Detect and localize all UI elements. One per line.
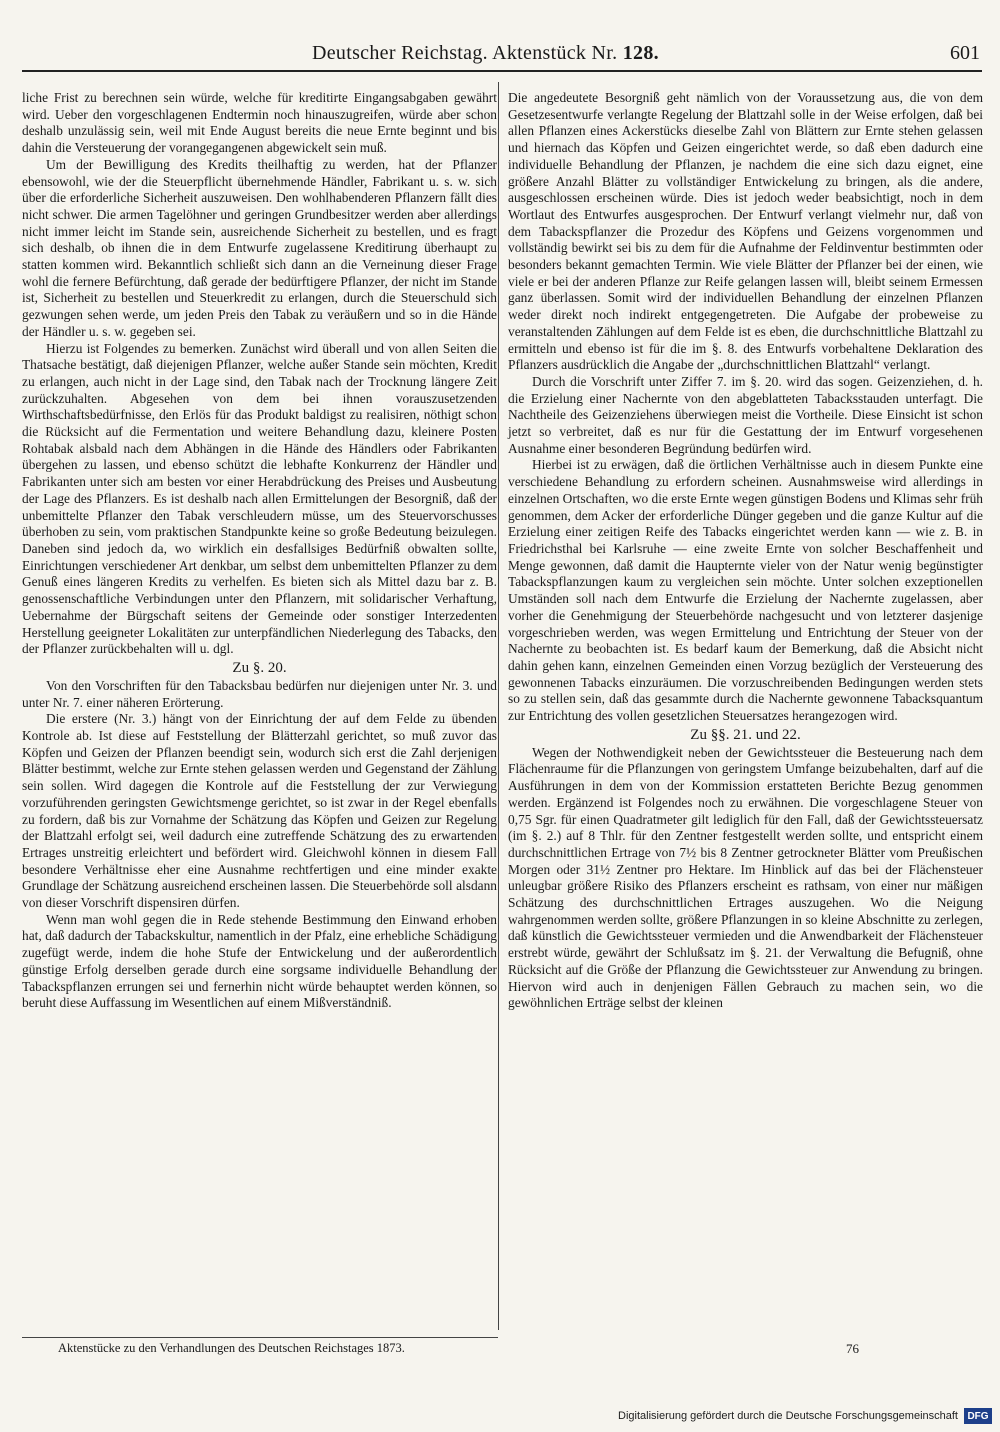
paragraph: Wenn man wohl gegen die in Rede stehende Bestimmung den Einwand erhoben hat, daß dadurch der Tabackskultur, namentlich in der Pfalz, eine erhebliche Schädigung zugefügt werde, indem die hohe Stufe der Entwickelung und der außerordentlich günstige Erfolg derselben gerade durch eine sorgsame individuelle Behandlung der Tabackspflanzen errungen sei und fernerhin nicht würde behauptet werden können, so beruht diese Auffassung im Wesentlichen auf einem Mißverständniß. [22,911,497,1011]
paragraph: Hierbei ist zu erwägen, daß die örtlichen Verhältnisse auch in diesem Punkte eine verschiedene Behandlung zu erfordern scheinen. Ausnahmsweise wird allerdings in einzelnen Ortschaften, wo die erste Ernte wegen günstigen Bodens und Klimas sehr früh genommen, dem Acker der erforderliche Dünger gegeben und die ganze Kultur auf die Erzielung einer zeitigen Reife des Tabacks eingerichtet werden kann — wie z. B. in Friedrichsthal bei Karlsruhe — eine zweite Ernte von solcher Beschaffenheit und Menge gewonnen, daß damit die Haupternte vieler von der Natur wenig begünstigter Tabackspflanzungen kaum zu vergleichen sein möchte. Unter solchen exzeptionellen Umständen soll nach dem Entwurfe die Erzielung der Nachernte zugelassen, aber vorher die Genehmigung der Steuerbehörde nachgesucht und von letzterer dasjenige vorgeschrieben werden, was wegen Ermittelung und Entrichtung der Steuer von der Nachernte zu beobachten ist. Es bedarf kaum der Bemerkung, daß die Absicht nicht dahin gehen kann, einzelnen Gemeinden einen Vorzug bezüglich der Versteuerung des gewonnenen Tabacks einzuräumen. Die vorzuschreibenden Bedingungen werden stets so zu stellen sein, daß das gesammte durch die Nachernte gewonnene Tabacksquantum zur Entrichtung des vollen gesetzlichen Steuersatzes herangezogen wird. [508,457,983,724]
column-divider [498,82,499,1330]
running-title-text: Deutscher Reichstag. Aktenstück Nr. [312,42,618,64]
paragraph: Die erstere (Nr. 3.) hängt von der Einrichtung der auf dem Felde zu übenden Kontrole ab. Ist diese auf Feststellung der Blätterzahl gerichtet, so muß zuvor das Köpfen und Geizen der Pflanzen beendigt sein, wodurch sich erst die Zahl derjenigen Blätter bestimmt, welche zur Ernte stehen gelassen werden und Gegenstand der Zählung sein sollen. Wird dagegen die Kontrole auf die Feststellung der zur Verwiegung vorzuführenden geringsten Gewichtsmenge gerichtet, so ist zwar in der Regel ebenfalls zu fordern, daß bis zur Vornahme der Schätzung das Köpfen und Geizen zur Regelung der Blattzahl erfolgt sei, weil dadurch eine zutreffende Schätzung des zu erwartenden Ertrages unstreitig erleichtert und befördert wird. Gleichwohl können in diesem Fall besondere Verhältnisse eher eine Ausnahme rechtfertigen und eine minder exakte Grundlage der Schätzung ausreichend erscheinen lassen. Die Steuerbehörde soll alsdann von dieser Vorschrift dispensiren dürfen. [22,711,497,911]
page-number: 601 [950,42,980,64]
sheet-number: 76 [846,1341,859,1356]
paragraph: liche Frist zu berechnen sein würde, welche für kreditirte Eingangsabgaben gewährt wird. Ueber den vorgeschlagenen Endtermin noch hinauszugreifen, würde aber schon deshalb unzulässig sein, weil mit Ende August bereits die neue Ernte beginnt und bis dahin die Versteuerung der vorangegangenen abgewickelt sein muß. [22,90,497,156]
running-title [312,42,659,65]
right-column [508,90,983,1012]
left-column [22,90,497,1012]
page-header [22,38,982,72]
document-number: 128. [622,42,659,64]
section-heading: Zu §. 20. [232,659,287,676]
paragraph: Wegen der Nothwendigkeit neben der Gewichtssteuer die Besteuerung nach dem Flächenraume für die Pflanzungen von geringstem Umfange beizubehalten, darf auf die Ausführungen in dem von der Kommission erstatteten Berichte Bezug genommen werden. Ergänzend ist Folgendes noch zu erwähnen. Die vorgeschlagene Steuer von 0,75 Sgr. für einen Quadratmeter gilt lediglich für den Fall, daß der Gewichtssteuersatz (im §. 2.) auf 8 Thlr. für den Zentner festgestellt werden sollte, und entspricht einem durchschnittlichen Ertrage von 7½ bis 8 Zentner getrockneter Blätter vom Preußischen Morgen oder 31½ Zentner pro Hektare. Im Hinblick auf das bei der Flächensteuer unleugbar größere Risiko des Pflanzers erscheint es rathsam, von einer nur mäßigen Schätzung des durchschnittlichen Ertrages auszugehen. Wo die Neigung wahrgenommen werden sollte, größere Pflanzungen in so kleine Abschnitte zu zerlegen, daß künstlich die Gewichtssteuer vermieden und die Anwendbarkeit der Flächensteuer erstrebt würde, gewährt der Schlußsatz im §. 21. der Verwaltung die Befugniß, ohne Rücksicht auf die Größe der Pflanzung die Gewichtssteuer zur Anwendung zu bringen. Hiervon wird auch in denjenigen Fällen Gebrauch zu machen sein, wo die gewöhnlichen Erträge selbst der kleinen [508,744,983,1011]
dfg-logo-icon: DFG [964,1408,992,1424]
section-heading: Zu §§. 21. und 22. [690,726,801,743]
paragraph: Durch die Vorschrift unter Ziffer 7. im §. 20. wird das sogen. Geizenziehen, d. h. die Erzielung einer Nachernte von den abgeblatteten Tabacksstauden unterfagt. Die Nachtheile des Geizenziehens überwiegen meist die Vortheile. Diese Einsicht ist schon jetzt so verbreitet, daß es nur für die Gestattung der im Entwurf vorgesehenen Ausnahme einer besonderen Begründung bedürfen wird. [508,373,983,456]
footer-rule [22,1337,498,1338]
paragraph: Um der Bewilligung des Kredits theilhaftig zu werden, hat der Pflanzer ebensowohl, wie der die Steuerpflicht übernehmende Händler, Fabrikant u. s. w. sich über die erforderliche Sicherheit auszuweisen. Den wohlhabenderen Pflanzern fällt dies nicht schwer. Die armen Tagelöhner und geringen Grundbesitzer werden aber allerdings nicht immer leicht im Stande sein, ausreichende Sicherheit zu bestellen, und es fragt sich deshalb, ob ihnen die in dem Entwurfe zugelassene Kreditirung überhaupt zu statten kommen wird. Bekanntlich schließt sich dann an die Verneinung dieser Frage wohl die fernere Befürchtung, daß gerade der bedürftigere Pflanzer, der nicht im Stande ist, Sicherheit zu bestellen und Steuerkredit zu erlangen, durch die Steuerschuld sich gezwungen sehen werde, um jeden Preis den Tabak zu veräußern und so in die Hände der Händler u. s. w. gegeben sei. [22,156,497,339]
credit-text: Digitalisierung gefördert durch die Deutsche Forschungsgemeinschaft [618,1410,958,1422]
footer-note: Aktenstücke zu den Verhandlungen des Deutschen Reichstages 1873. [58,1341,405,1355]
digitization-credit [618,1408,992,1424]
paragraph: Hierzu ist Folgendes zu bemerken. Zunächst wird überall und von allen Seiten die Thatsache bestätigt, daß diejenigen Pflanzer, welche außer Stande sein möchten, Kredit zu erlangen, auch nicht in der Lage sind, den Tabak nach der Trocknung längere Zeit zurückzuhalten. Abgesehen von dem bei ihnen vorauszusetzenden Wirthschaftsbedürfnisse, den Erlös für das Produkt baldigst zu realisiren, nöthigt schon die Rücksicht auf die Fermentation und weitere Behandlung dazu, kleinere Posten Rohtabak alsbald nach dem Abhängen in die Hände des Händlers oder Fabrikanten übergehen zu lassen, und ebenso schützt die lebhafte Konkurrenz der Händler und Fabrikanten unter sich am besten vor einer Herabdrückung des Preises und Ausbeutung der Lage des Pflanzers. Es ist deshalb nach allen Ermittelungen der Besorgniß, daß der unbemittelte Pflanzer den Tabak verschleudern müsse, um des Steuervorschusses überhoben zu sein, vom praktischen Standpunkte keine so große Bedeutung beizulegen. Daneben sind jedoch da, wo wirklich ein desfallsiges Bedürfniß obwalten sollte, Einrichtungen verschiedener Art denkbar, um selbst dem unbemittelten Pflanzer zu dem Genuß eines längeren Kredits zu verhelfen. Es bieten sich als Mittel dazu bar z. B. genossenschaftliche Verbindungen unter den Pflanzern, mit solidarischer Verhaftung, Uebernahme der Bürgschaft seitens der Gemeinde oder sonstiger Interzedenten Herstellung geeigneter Lokalitäten zur unterpfändlichen Niederlegung des Tabacks, den der Pflanzer zurückbehalten will u. dgl. [22,340,497,657]
paragraph: Die angedeutete Besorgniß geht nämlich von der Voraussetzung aus, die von dem Gesetzesentwurfe verlangte Regelung der Blattzahl solle in der Weise erfolgen, daß bei allen Pflanzen eines Ackerstücks dieselbe Zahl von Blättern zur Ernte stehen gelassen und hiernach das Köpfen und Geizen eingerichtet werde, so daß eben dadurch eine individuelle Behandlung der Pflanzen, je nachdem die eine sich dazu eignet, eine größere Anzahl Blätter zu vollständiger Entwickelung zu bringen, als die andere, ausgeschlossen erscheinen würde. Dies ist jedoch weder beabsichtigt, noch in dem Wortlaut des Entwurfes ausgesprochen. Der Entwurf verlangt vielmehr nur, daß von dem Tabackspflanzer die Prozedur des Köpfens und Geizens vorgenommen und vollständig bewirkt sei bis zu dem für die Aufnahme der Feldinventur bestimmten oder besonders bekannt gemachten Termin. Wie viele Blätter der Pflanzer bei der einen, wie viele er bei der anderen Pflanze zur Reife gelangen lassen will, bleibt seinem Ermessen ganz überlassen. Somit wird der individuellen Behandlung der einzelnen Pflanzen weder direkt noch indirekt entgegengetreten. Die Aufgabe der probeweise zu veranstaltenden Zählungen auf dem Felde ist es eben, die durchschnittliche Blattzahl zu ermitteln und ebenso ist für die im §. 8. des Entwurfs vorbehaltene Deklaration des Pflanzers ausdrücklich die Angabe der „durchschnittlichen Blattzahl“ verlangt. [508,90,983,373]
paragraph: Von den Vorschriften für den Tabacksbau bedürfen nur diejenigen unter Nr. 3. und unter Nr. 7. einer näheren Erörterung. [22,677,497,710]
